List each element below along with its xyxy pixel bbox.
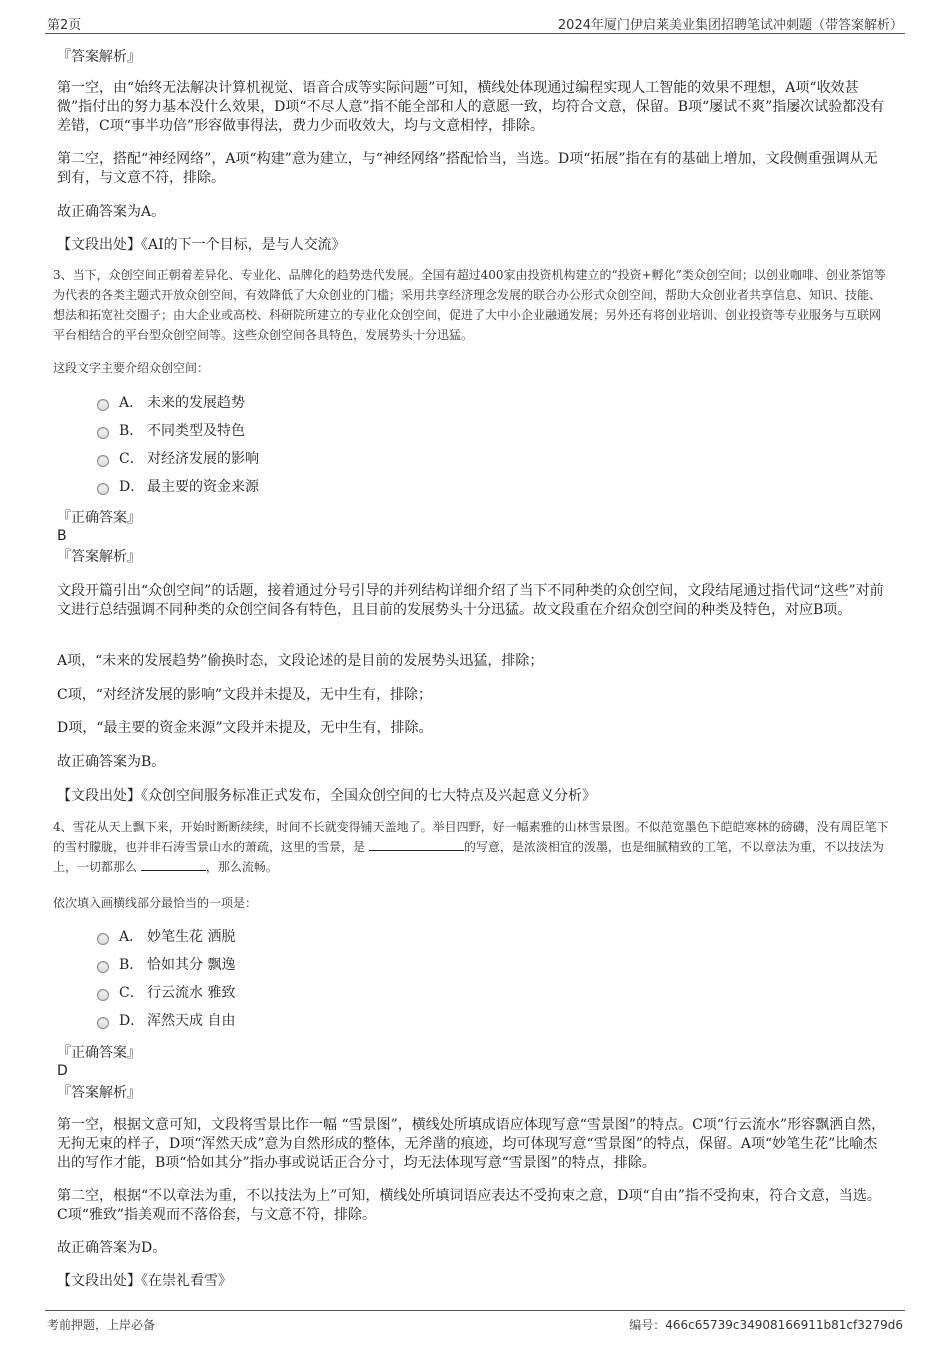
q4-source: 【文段出处】《在崇礼看雪》 [57, 1273, 232, 1289]
page-footer [45, 1310, 905, 1336]
q3-stem: 3、当下，众创空间正朝着差异化、专业化、品牌化的趋势迭代发展。全国有超过400家由投资机构建立的“投资+孵化”类众创空间；以创业咖啡、创业茶馆等为代表的各类主题式开放众创空间，有效降低了大众创业的门槛；采用共享经济理念发展的联合办公形式众创空间，帮助大众创业者共享信息、知识、技能、想法和拓宽社交圈子；由大企业或高校、科研院所建立的专业化众创空间，促进了大中小企业融通发展；另外还有将创业培训、创业投资等专业服务与互联网平台相结合的平台型众创空间等。这些众创空间各具特色，发展势头十分迅猛。 [53, 268, 886, 342]
radio-button-icon[interactable] [97, 483, 109, 495]
q4-blank-1 [369, 839, 464, 851]
page-header [45, 12, 905, 34]
option-text: 妙笔生花 洒脱 [147, 929, 236, 945]
option-letter: D． [119, 1013, 145, 1029]
option-text: 对经济发展的影响 [147, 451, 259, 467]
q4-answer: D [57, 1063, 68, 1079]
q3-analysis-para2: A项，“未来的发展趋势”偷换时态，文段论述的是目前的发展势头迅猛，排除； [57, 653, 544, 669]
option-letter: C． [119, 985, 144, 1001]
option-text: 浑然天成 自由 [147, 1013, 236, 1029]
q2-conclusion: 故正确答案为A。 [57, 204, 166, 220]
radio-button-icon[interactable] [97, 1017, 109, 1029]
option-text: 最主要的资金来源 [147, 479, 259, 495]
q4-options [57, 928, 457, 1040]
radio-button-icon[interactable] [97, 933, 109, 945]
radio-button-icon[interactable] [97, 961, 109, 973]
q4-stem-part2: 的写意，是浓淡相宜的泼墨，也是细腻精致的工笔，不以章法为重，不以技法为上，一切都那么 [53, 840, 884, 874]
q3-option-c[interactable] [57, 450, 457, 478]
q4-stem-part3: ，那么流畅。 [205, 860, 278, 874]
document-code: 编号：466c65739c34908166911b81cf3279d6 [629, 1318, 903, 1332]
q3-analysis-para1: 文段开篇引出“众创空间”的话题，接着通过分号引导的并列结构详细介绍了当下不同种类的众创空间，文段结尾通过指代词“这些”对前文进行总结强调不同种类的众创空间各有特色，且目前的发展势头十分迅猛。故文段重在介绍众创空间的种类及特色，对应B项。 [57, 583, 884, 618]
q4-conclusion: 故正确答案为D。 [57, 1240, 167, 1256]
option-text: 行云流水 雅致 [147, 985, 236, 1001]
q4-analysis-label: 『答案解析』 [57, 1085, 141, 1101]
q3-option-d[interactable] [57, 478, 457, 506]
q4-option-d[interactable] [57, 1012, 457, 1040]
radio-button-icon[interactable] [97, 455, 109, 467]
option-text: 未来的发展趋势 [147, 395, 245, 411]
q4-option-c[interactable] [57, 984, 457, 1012]
radio-button-icon[interactable] [97, 427, 109, 439]
q2-analysis-para2: 第二空，搭配“神经网络”，A项“构建”意为建立，与“神经网络”搭配恰当，当选。D项“拓展”指在有的基础上增加，文段侧重强调从无到有，与文意不符，排除。 [57, 151, 878, 186]
radio-button-icon[interactable] [97, 399, 109, 411]
radio-button-icon[interactable] [97, 989, 109, 1001]
q3-option-a[interactable] [57, 394, 457, 422]
option-letter: A． [119, 395, 144, 411]
q3-options [57, 394, 457, 506]
option-letter: B． [119, 423, 144, 439]
q4-answer-label: 『正确答案』 [57, 1045, 141, 1061]
q3-analysis-para3: C项，“对经济发展的影响”文段并未提及，无中生有，排除； [57, 687, 433, 703]
footer-slogan: 考前押题，上岸必备 [47, 1318, 156, 1332]
q4-option-b[interactable] [57, 956, 457, 984]
option-letter: C． [119, 451, 144, 467]
option-text: 恰如其分 飘逸 [147, 957, 236, 973]
q2-analysis-label: 『答案解析』 [57, 49, 141, 65]
q3-option-b[interactable] [57, 422, 457, 450]
page-number: 第2页 [47, 18, 82, 33]
q3-analysis-para4: D项，“最主要的资金来源”文段并未提及，无中生有，排除。 [57, 720, 433, 736]
q3-answer: B [57, 528, 67, 544]
q3-conclusion: 故正确答案为B。 [57, 754, 166, 770]
q2-source: 【文段出处】《AI的下一个目标，是与人交流》 [57, 237, 346, 253]
q4-analysis-para1: 第一空，根据文意可知，文段将雪景比作一幅 “雪景图”，横线处所填成语应体现写意“雪景图”的特点。C项“行云流水”形容飘洒自然，无拘无束的样子，D项“浑然天成”意为自然形成的整体，无斧凿的痕迹，均可体现写意“雪景图”的特点，保留。A项“妙笔生花”比喻杰出的写作才能，B项“恰如其分”指办事或说话正合分寸，均无法体现写意“雪景图”的特点，排除。 [57, 1117, 886, 1171]
option-letter: B． [119, 957, 144, 973]
q3-analysis-label: 『答案解析』 [57, 549, 141, 565]
option-text: 不同类型及特色 [147, 423, 245, 439]
document-title: 2024年厦门伊启莱美业集团招聘笔试冲刺题（带答案解析） [557, 18, 903, 33]
q2-analysis-para1: 第一空，由“始终无法解决计算机视觉、语音合成等实际问题”可知，横线处体现通过编程实现人工智能的效果不理想，A项“收效甚微”指付出的努力基本没什么效果，D项“不尽人意”指不能全部和人的意愿一致，均符合文意，保留。B项“屡试不爽”指屡次试验都没有差错，C项“事半功倍”形容做事得法，费力少而收效大，均与文意相悖，排除。 [57, 80, 885, 134]
q4-stem-part1: 4、雪花从天上飘下来，开始时断断续续，时间不长就变得铺天盖地了。举目四野，好一幅素雅的山林雪景图。不似范宽墨色下皑皑寒林的磅礴，没有周臣笔下的雪村朦胧，也并非石涛雪景山水的萧疏，这里的雪景，是 [53, 820, 889, 854]
q3-answer-label: 『正确答案』 [57, 510, 141, 526]
option-letter: D． [119, 479, 145, 495]
option-letter: A． [119, 929, 144, 945]
q4-option-a[interactable] [57, 928, 457, 956]
q3-source: 【文段出处】《众创空间服务标准正式发布，全国众创空间的七大特点及兴起意义分析》 [57, 788, 596, 804]
q4-analysis-para2: 第二空，根据“不以章法为重，不以技法为上”可知，横线处所填词语应表达不受拘束之意，D项“自由”指不受拘束，符合文意，当选。C项“雅致”指美观而不落俗套，与文意不符，排除。 [57, 1188, 881, 1223]
q3-question: 这段文字主要介绍众创空间： [53, 361, 210, 375]
q4-stem [53, 817, 891, 877]
q4-blank-2 [141, 859, 206, 871]
q4-question: 依次填入画横线部分最恰当的一项是： [53, 896, 258, 910]
